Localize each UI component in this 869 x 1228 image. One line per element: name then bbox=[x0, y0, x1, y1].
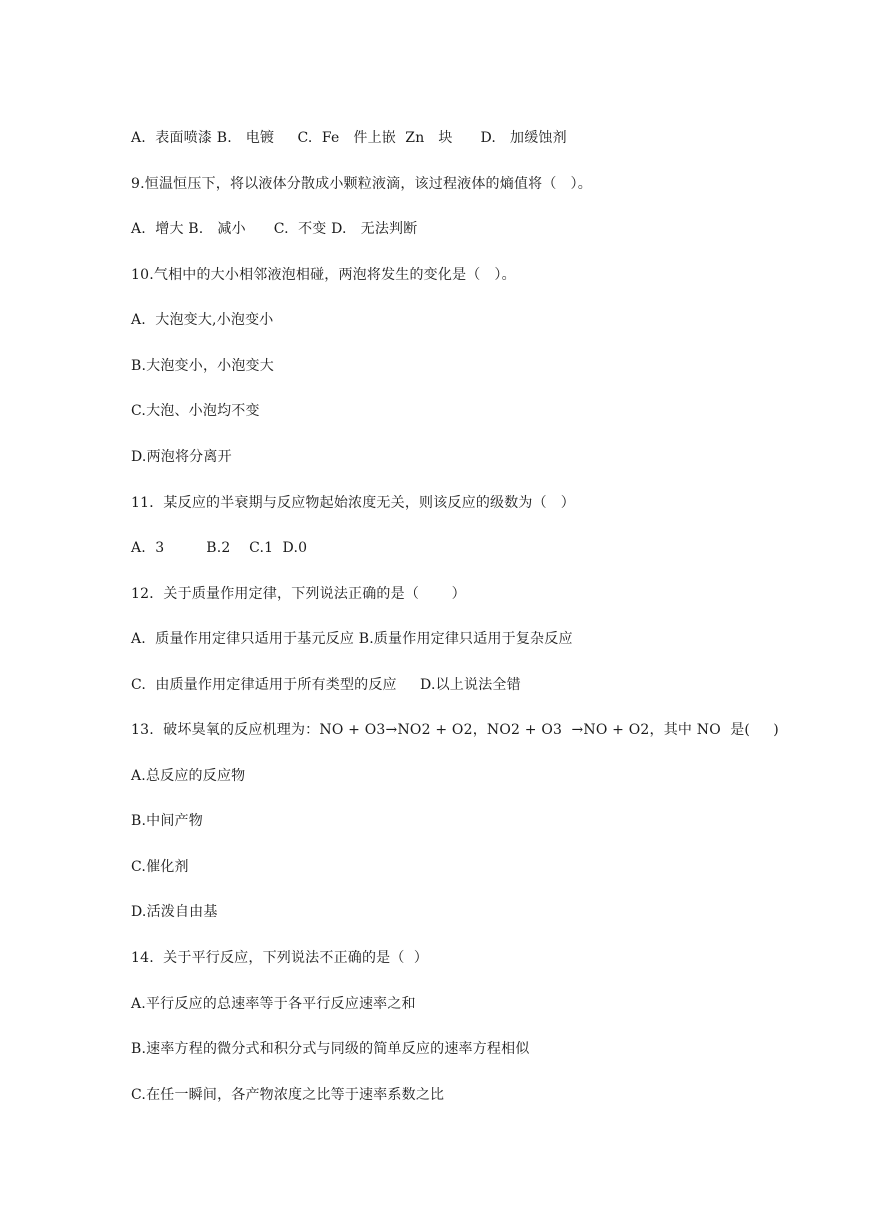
q14-question: 14. 关于平行反应，下列说法不正确的是（ ） bbox=[131, 950, 429, 966]
q13-option-c: C.催化剂 bbox=[131, 859, 189, 875]
q10-option-d: D.两泡将分离开 bbox=[131, 449, 232, 465]
q9-options: A. 增大 B. 减小 C. 不变 D. 无法判断 bbox=[131, 221, 418, 237]
q13-option-b: B.中间产物 bbox=[131, 813, 203, 829]
q13-option-d: D.活泼自由基 bbox=[131, 904, 218, 920]
q11-question: 11．某反应的半衰期与反应物起始浓度无关，则该反应的级数为（ ） bbox=[131, 495, 575, 511]
q14-option-a: A.平行反应的总速率等于各平行反应速率之和 bbox=[131, 996, 416, 1012]
q10-option-a: A. 大泡变大,小泡变小 bbox=[131, 312, 274, 328]
q8-options: A. 表面喷漆 B. 电镀 C. Fe 件上嵌 Zn 块 D. 加缓蚀剂 bbox=[131, 130, 567, 146]
q13-option-a: A.总反应的反应物 bbox=[131, 768, 246, 784]
q10-option-c: C.大泡、小泡均不变 bbox=[131, 403, 260, 419]
q12-question: 12．关于质量作用定律，下列说法正确的是（ ） bbox=[131, 586, 466, 602]
q13-question: 13. 破坏臭氧的反应机理为：NO + O3→NO2 + O2，NO2 + O3 →NO + O2，其中 NO 是( ) bbox=[131, 722, 779, 738]
q10-question: 10.气相中的大小相邻液泡相碰，两泡将发生的变化是（ ）。 bbox=[131, 267, 516, 283]
q9-question: 9.恒温恒压下，将以液体分散成小颗粒液滴，该过程液体的熵值将（ ）。 bbox=[131, 176, 592, 192]
q14-option-b: B.速率方程的微分式和积分式与同级的简单反应的速率方程相似 bbox=[131, 1041, 530, 1057]
q12-options-cd: C. 由质量作用定律适用于所有类型的反应 D.以上说法全错 bbox=[131, 677, 521, 693]
q11-options: A. 3 B.2 C.1 D.0 bbox=[131, 540, 308, 556]
q14-option-c: C.在任一瞬间，各产物浓度之比等于速率系数之比 bbox=[131, 1087, 445, 1103]
q10-option-b: B.大泡变小，小泡变大 bbox=[131, 358, 274, 374]
q12-options-ab: A. 质量作用定律只适用于基元反应 B.质量作用定律只适用于复杂反应 bbox=[131, 631, 573, 647]
